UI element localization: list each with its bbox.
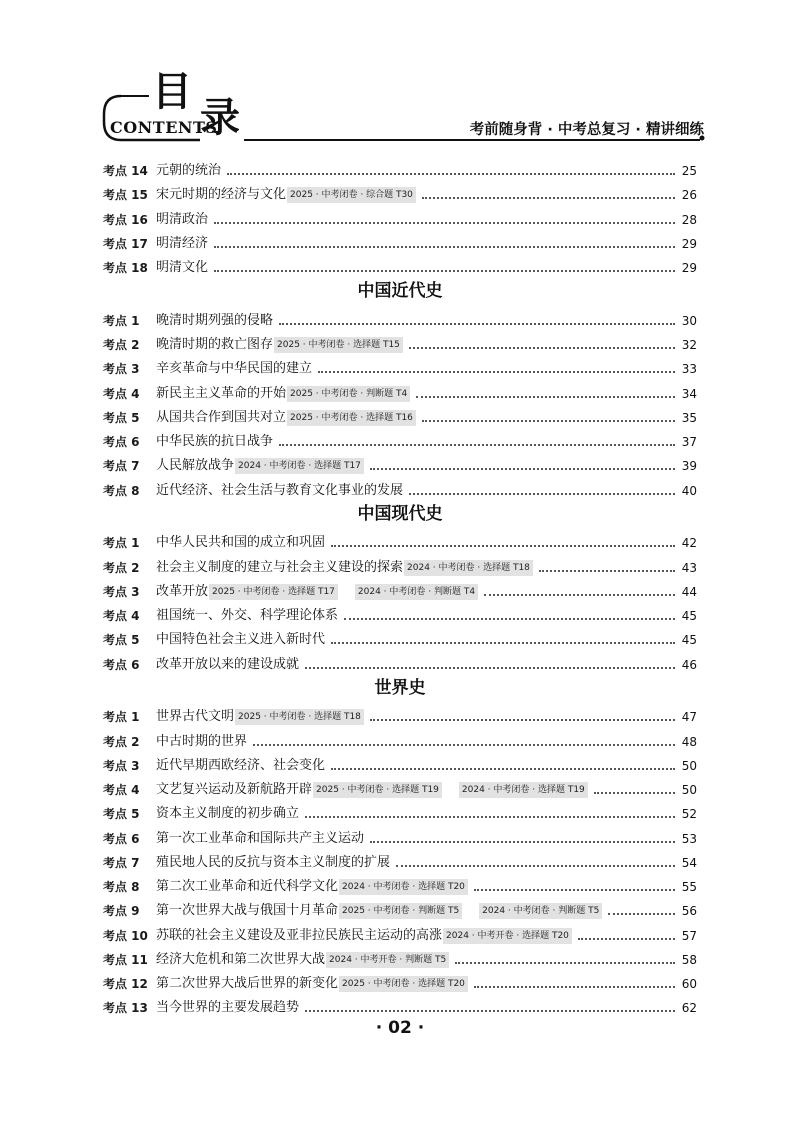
topic-title: 明清文化 [156, 260, 209, 275]
topic-number: 考点 17 [103, 236, 148, 251]
topic-title: 殖民地人民的反抗与资本主义制度的扩展 [156, 854, 391, 870]
exam-tag: 2024 · 中考闭卷 · 选择题 T17 [235, 458, 364, 474]
topic-number: 考点 6 [103, 657, 140, 672]
topic-title: 第二次世界大战后世界的新变化 [156, 976, 339, 991]
section-heading: 中国近代史 [357, 281, 443, 302]
exam-tag: 2025 · 中考闭卷 · 选择题 T18 [235, 709, 364, 725]
topic-number: 考点 1 [103, 313, 140, 328]
topic-title: 文艺复兴运动及新航路开辟 [156, 782, 313, 797]
page-ref: 37 [681, 435, 697, 449]
toc-entry[interactable] [103, 900, 697, 922]
toc-entry[interactable] [103, 184, 697, 206]
toc-entry[interactable] [103, 629, 697, 651]
exam-tag: 2025 · 中考闭卷 · 判断题 T4 [287, 386, 410, 402]
toc-entry[interactable] [103, 310, 697, 332]
page-ref: 58 [681, 952, 697, 967]
page-ref: 56 [681, 904, 697, 919]
dot-leader [214, 222, 675, 224]
page-ref: 30 [681, 313, 697, 328]
dot-leader [422, 420, 675, 422]
topic-number: 考点 12 [103, 977, 148, 991]
topic-number: 考点 14 [103, 164, 148, 178]
dot-leader [214, 270, 675, 272]
topic-number: 考点 3 [103, 362, 140, 377]
page-header [0, 0, 800, 150]
toc-entry[interactable] [103, 257, 697, 279]
topic-number: 考点 3 [103, 758, 140, 773]
dot-leader [305, 816, 675, 818]
topic-title: 祖国统一、外交、科学理论体系 [156, 608, 339, 623]
dot-leader [370, 719, 675, 721]
topic-number: 考点 11 [103, 952, 148, 967]
topic-number: 考点 6 [103, 831, 140, 846]
topic-number: 考点 4 [103, 609, 140, 623]
topic-number: 考点 7 [103, 459, 140, 474]
page-ref: 44 [681, 584, 697, 599]
page-ref: 45 [681, 609, 697, 623]
toc-entry[interactable] [103, 755, 697, 777]
topic-title: 人民解放战争 [156, 458, 235, 474]
toc-entry[interactable] [103, 973, 697, 995]
topic-number: 考点 5 [103, 410, 140, 425]
page-ref: 47 [681, 710, 697, 725]
page-ref: 53 [681, 831, 697, 846]
page-ref: 39 [681, 459, 697, 474]
page-ref: 46 [681, 657, 697, 672]
toc-entry[interactable] [103, 925, 697, 947]
exam-tag: 2024 · 中考闭卷 · 判断题 T4 [355, 584, 478, 600]
toc-entry[interactable] [103, 455, 697, 477]
dot-leader [578, 938, 675, 940]
topic-number: 考点 4 [103, 386, 140, 401]
toc-entry[interactable] [103, 383, 697, 405]
page-ref: 60 [681, 977, 697, 991]
page-ref: 57 [681, 928, 697, 943]
dot-leader [318, 371, 675, 373]
topic-title: 明清政治 [156, 211, 209, 227]
page-ref: 42 [681, 536, 697, 551]
toc-entry[interactable] [103, 779, 697, 801]
dot-leader [474, 889, 675, 891]
topic-number: 考点 1 [103, 536, 140, 551]
toc-entry[interactable] [103, 431, 697, 453]
topic-title: 改革开放 [156, 583, 209, 599]
topic-number: 考点 8 [103, 483, 140, 498]
dot-leader [594, 792, 675, 794]
exam-tag: 2024 · 中考开卷 · 选择题 T20 [443, 928, 572, 944]
page-ref: 28 [681, 212, 697, 227]
toc-entry[interactable] [103, 828, 697, 850]
page-ref: 43 [681, 560, 697, 575]
page-ref: 55 [681, 880, 697, 894]
topic-number: 考点 16 [103, 212, 148, 227]
page-ref: 40 [681, 483, 697, 498]
toc-entry[interactable] [103, 997, 697, 1019]
dot-leader [214, 246, 675, 248]
exam-tag: 2025 · 中考闭卷 · 选择题 T15 [274, 337, 403, 353]
exam-tag: 2025 · 中考闭卷 · 综合题 T30 [287, 187, 416, 203]
dot-leader [331, 768, 675, 770]
topic-title: 苏联的社会主义建设及亚非拉民族民主运动的高涨 [156, 927, 443, 943]
exam-tag: 2025 · 中考闭卷 · 选择题 T16 [287, 410, 416, 426]
topic-title: 新民主主义革命的开始 [156, 385, 287, 401]
page-ref: 50 [681, 758, 697, 773]
toc-entry[interactable] [103, 532, 697, 554]
topic-title: 经济大危机和第二次世界大战 [156, 951, 326, 967]
section-heading: 中国现代史 [357, 503, 443, 524]
toc-entry[interactable] [103, 605, 697, 627]
topic-title: 中国特色社会主义进入新时代 [156, 632, 326, 648]
page-ref: 62 [681, 1001, 697, 1016]
page-ref: 34 [681, 386, 697, 401]
page-ref: 48 [681, 734, 697, 749]
topic-number: 考点 2 [103, 560, 140, 575]
dot-leader [422, 197, 675, 199]
dot-leader [279, 323, 675, 325]
page-ref: 26 [681, 188, 697, 203]
topic-title: 近代早期西欧经济、社会变化 [156, 757, 326, 773]
topic-number: 考点 7 [103, 855, 140, 870]
dot-leader [305, 1010, 675, 1012]
dot-leader [305, 667, 675, 669]
page-ref: 29 [681, 261, 697, 275]
topic-number: 考点 18 [103, 261, 148, 275]
topic-number: 考点 13 [103, 1001, 148, 1016]
page-ref: 50 [681, 783, 697, 797]
topic-title: 世界古代文明 [156, 709, 235, 725]
topic-number: 考点 3 [103, 584, 140, 599]
topic-number: 考点 2 [103, 734, 140, 749]
dot-leader [539, 570, 675, 572]
topic-title: 第二次工业革命和近代科学文化 [156, 879, 339, 894]
toc-entry[interactable] [103, 949, 697, 971]
topic-title: 当今世界的主要发展趋势 [156, 1000, 300, 1016]
topic-title: 第一次工业革命和国际共产主义运动 [156, 830, 365, 846]
dot-leader [474, 986, 675, 988]
topic-number: 考点 4 [103, 783, 140, 797]
dot-leader [370, 468, 675, 470]
topic-number: 考点 10 [103, 928, 148, 943]
topic-title: 辛亥革命与中华民国的建立 [156, 361, 313, 377]
topic-number: 考点 15 [103, 188, 148, 203]
dot-leader [396, 865, 675, 867]
dot-leader [331, 642, 675, 644]
topic-number: 考点 9 [103, 904, 140, 919]
exam-tag: 2024 · 中考闭卷 · 选择题 T18 [404, 560, 533, 576]
dot-leader [370, 841, 675, 843]
dot-leader [416, 396, 675, 398]
topic-title: 明清经济 [156, 235, 209, 251]
topic-title: 第一次世界大战与俄国十月革命 [156, 903, 339, 919]
topic-title: 资本主义制度的初步确立 [156, 806, 300, 822]
page-ref: 45 [681, 633, 697, 648]
topic-title: 社会主义制度的建立与社会主义建设的探索 [156, 559, 404, 575]
page-ref: 54 [681, 855, 697, 870]
page-ref: 52 [681, 807, 697, 822]
exam-tag: 2024 · 中考闭卷 · 判断题 T5 [479, 903, 602, 919]
exam-tag: 2025 · 中考闭卷 · 判断题 T5 [339, 903, 462, 919]
page-ref: 25 [681, 164, 697, 178]
topic-number: 考点 1 [103, 710, 140, 725]
topic-title: 近代经济、社会生活与教育文化事业的发展 [156, 482, 404, 498]
topic-number: 考点 2 [103, 338, 140, 352]
page-ref: 32 [681, 338, 697, 352]
series-title: 考前随身背 · 中考总复习 · 精讲细练 [469, 122, 704, 138]
topic-number: 考点 5 [103, 633, 140, 648]
topic-title: 宋元时期的经济与文化 [156, 187, 287, 203]
toc-entry[interactable] [103, 731, 697, 753]
topic-title: 改革开放以来的建设成就 [156, 656, 300, 672]
title-char-lu: 录 [200, 95, 240, 141]
toc-entry[interactable] [103, 581, 697, 603]
topic-title: 中古时期的世界 [156, 733, 248, 749]
contents-label: CONTENTS [110, 118, 218, 137]
topic-title: 晚清时期列强的侵略 [156, 312, 274, 328]
page-number: · 02 · [375, 1018, 425, 1038]
page-ref: 33 [681, 362, 697, 377]
topic-title: 中华民族的抗日战争 [156, 434, 274, 449]
exam-tag: 2025 · 中考闭卷 · 选择题 T17 [209, 584, 338, 600]
toc-entry[interactable] [103, 654, 697, 676]
toc-entry[interactable] [103, 233, 697, 255]
toc-entry[interactable] [103, 852, 697, 874]
topic-title: 晚清时期的救亡图存 [156, 337, 274, 352]
section-heading: 世界史 [374, 677, 426, 698]
exam-tag: 2024 · 中考闭卷 · 选择题 T19 [459, 782, 588, 798]
dot-leader [409, 347, 675, 349]
dot-leader [253, 744, 675, 746]
dot-leader [344, 618, 675, 620]
toc-entry[interactable] [103, 334, 697, 356]
topic-title: 中华人民共和国的成立和巩固 [156, 535, 326, 551]
topic-title: 从国共合作到国共对立 [156, 409, 287, 425]
dot-leader [279, 444, 675, 446]
toc-entry[interactable] [103, 407, 697, 429]
dot-leader [227, 173, 675, 175]
page-ref: 35 [681, 410, 697, 425]
title-char-mu: 目 [152, 69, 192, 115]
toc-entry[interactable] [103, 803, 697, 825]
toc-entry[interactable] [103, 480, 697, 502]
page-ref: 29 [681, 236, 697, 251]
exam-tag: 2024 · 中考闭卷 · 选择题 T20 [339, 879, 468, 895]
toc-entry[interactable] [103, 557, 697, 579]
toc-entry[interactable] [103, 358, 697, 380]
topic-number: 考点 5 [103, 807, 140, 822]
dot-leader [455, 962, 675, 964]
dot-leader [409, 493, 675, 495]
dot-leader [608, 913, 675, 915]
topic-title: 元朝的统治 [156, 163, 222, 178]
exam-tag: 2025 · 中考闭卷 · 选择题 T19 [313, 782, 442, 798]
toc-entry[interactable] [103, 209, 697, 231]
toc-entry[interactable] [103, 706, 697, 728]
exam-tag: 2025 · 中考闭卷 · 选择题 T20 [339, 976, 468, 992]
topic-number: 考点 8 [103, 880, 140, 894]
dot-leader [331, 545, 675, 547]
toc-entry[interactable] [103, 876, 697, 898]
dot-leader [484, 594, 675, 596]
toc-entry[interactable] [103, 160, 697, 182]
topic-number: 考点 6 [103, 435, 140, 449]
exam-tag: 2024 · 中考开卷 · 判断题 T5 [326, 952, 449, 968]
